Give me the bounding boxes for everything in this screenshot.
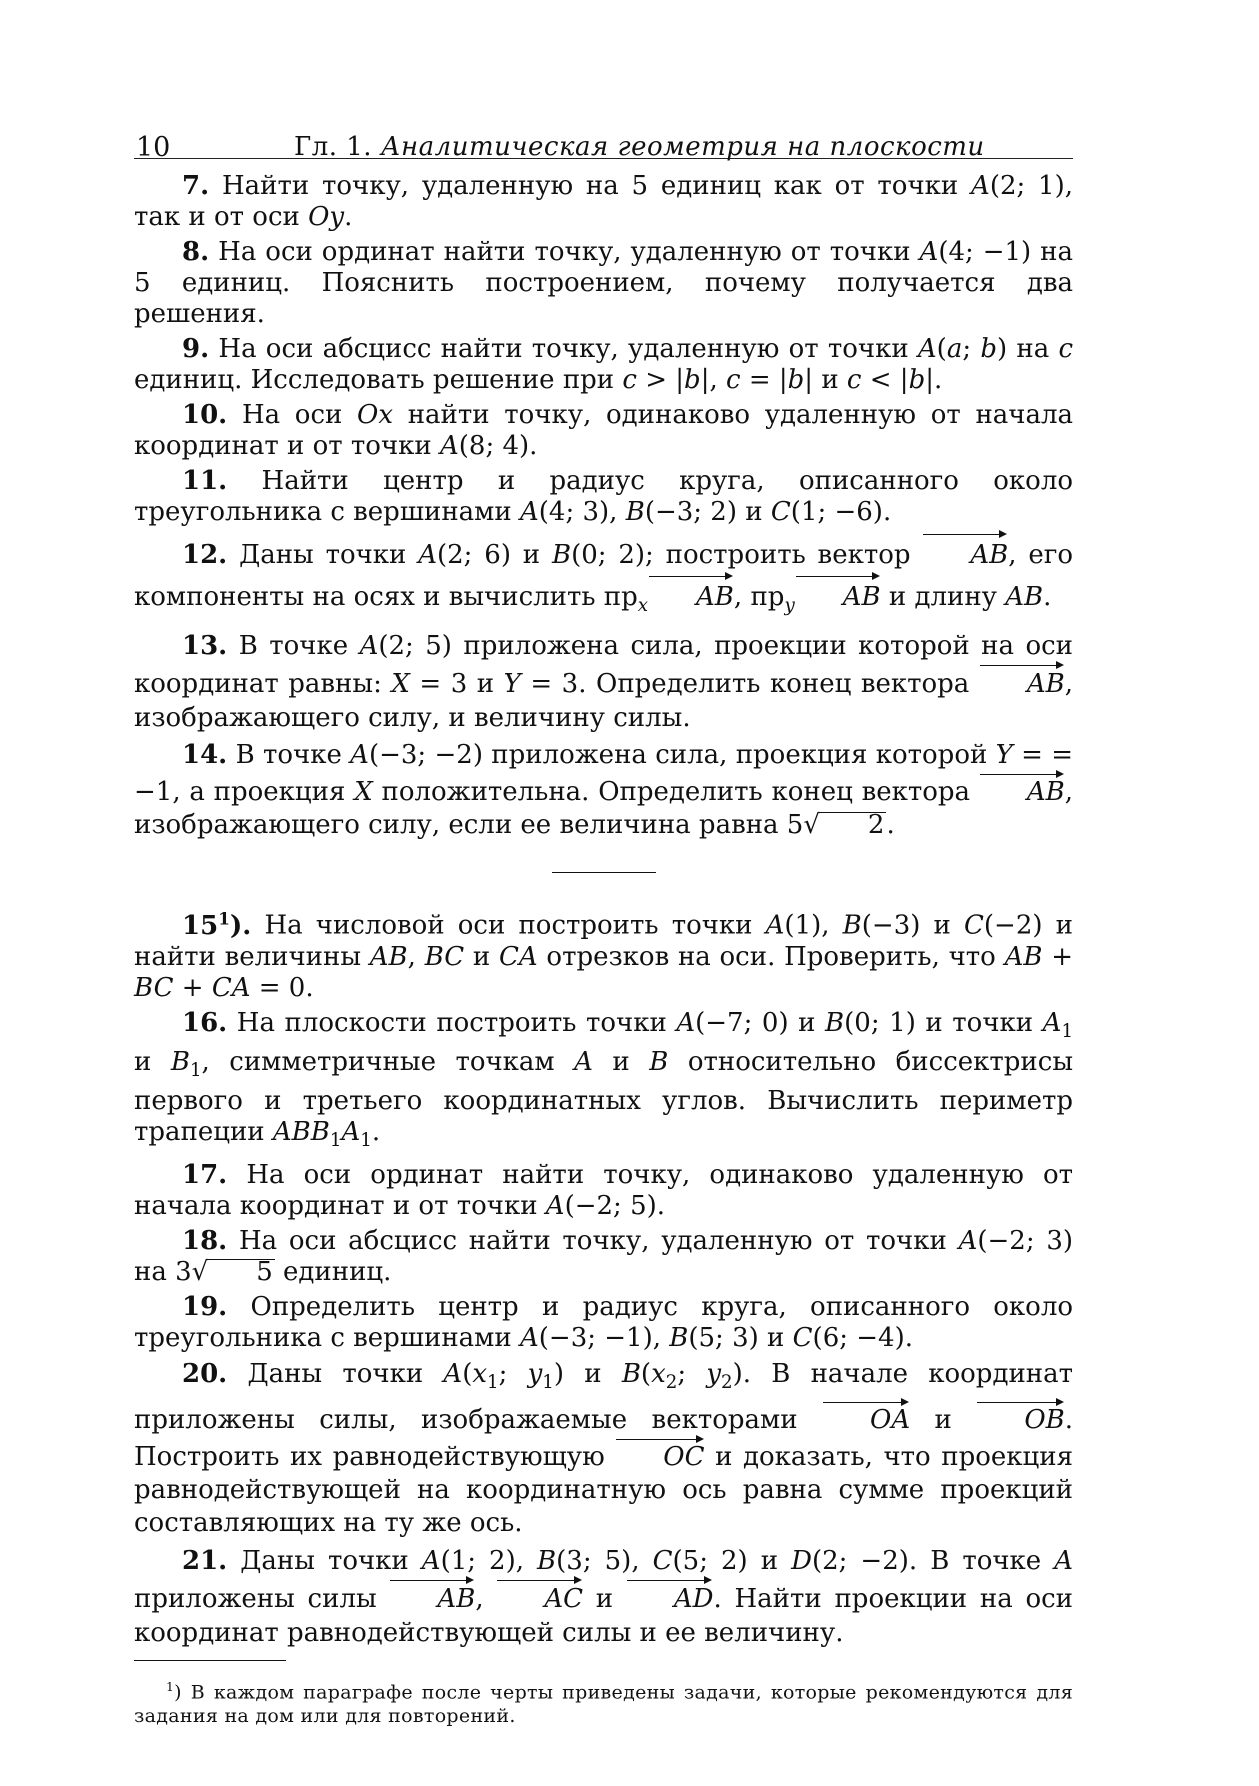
problem-number: $15^1$).: [182, 908, 252, 941]
running-title: [294, 132, 985, 162]
section-divider: [552, 872, 656, 873]
problem-text: В точке A(2; 5) приложена сила, проекции которой на оси координат равны: X = 3 и Y = 3. Определить конец вектора AB, изображающего силу, и величину силы.: [134, 631, 1073, 734]
problem-10: [134, 400, 1073, 462]
problem-text: Определить центр и радиус круга, описанного около треугольника с вершинами A(−3; −1), B(5; 3) и C(6; −4).: [134, 1292, 1073, 1354]
problem-text: Даны точки $A(x_1$; $y_1$) и $B(x_2$; $y_2$). В начале координат приложены силы, изображаемые векторами OA и OB. Построить их равнодействующую OC и доказать, что проекция равнодействующей на координатную ось равна сумме проекций составляющих на ту же ось.: [134, 1359, 1073, 1538]
problem-text: Найти центр и радиус круга, описанного около треугольника с вершинами A(4; 3), B(−3; 2) и C(1; −6).: [134, 466, 1073, 527]
problem-20: [134, 1358, 1073, 1539]
problem-12: [134, 532, 1073, 625]
problem-number: 17.: [182, 1160, 228, 1191]
problem-text: Даны точки A(1; 2), B(3; 5), C(5; 2) и D(2; −2). В точке A приложены силы AB, AC и AD. Найти проекции на оси координат равнодействующей силы и ее величину.: [134, 1545, 1074, 1648]
problem-list: [134, 171, 1073, 1650]
problem-number: 21.: [182, 1545, 228, 1576]
problem-number: 7.: [182, 171, 210, 201]
footnote-mark: 1: [166, 1679, 175, 1694]
chapter-title: Аналитическая геометрия на плоскости: [380, 132, 985, 162]
problem-text: На оси ординат найти точку, удаленную от точки A(4; −1) на 5 единиц. Пояснить построением, почему получается два решения.: [134, 237, 1073, 329]
problem-number: 14.: [182, 740, 228, 771]
problem-text: На оси абсцисс найти точку, удаленную от точки A(−2; 3) на 3√ 5 единиц.: [134, 1226, 1074, 1288]
problem-text: На оси ординат найти точку, одинаково удаленную от начала координат и от точки A(−2; 5).: [134, 1160, 1074, 1222]
problem-number: 8.: [182, 237, 210, 267]
problem-11: [134, 466, 1073, 528]
problem-text: В точке A(−3; −2) приложена сила, проекция которой Y = = −1, а проекция X положительна. Определить конец вектора AB, изображающего силу, если ее величина равна 5√ 2.: [134, 740, 1074, 841]
problem-17: [134, 1160, 1073, 1222]
problem-14: [134, 739, 1073, 842]
problem-number: 18.: [182, 1226, 228, 1257]
problem-text: На оси абсцисс найти точку, удаленную от точки A(a; b) на c единиц. Исследовать решение при c > |b|, c = |b| и c < |b|.: [134, 334, 1073, 395]
problem-number: 19.: [182, 1292, 228, 1323]
problem-number: 9.: [182, 334, 210, 364]
problem-number: 13.: [182, 631, 228, 662]
problem-13: [134, 629, 1073, 735]
problem-21: [134, 1544, 1073, 1650]
problem-number: 12.: [182, 540, 228, 570]
footnote-rule: [134, 1660, 286, 1661]
problem-text: Найти точку, удаленную на 5 единиц как от точки A(2; 1), так и от оси Oy.: [134, 171, 1074, 232]
problem-text: На плоскости построить точки A(−7; 0) и B(0; 1) и точки $A_1$ и $B_1$, симметричные точкам A и B относительно биссектрисы первого и третьего координатных углов. Вычислить периметр трапеции $ABB_1A_1$.: [134, 1007, 1074, 1152]
problem-text: На оси Ox найти точку, одинаково удаленную от начала координат и от точки A(8; 4).: [134, 400, 1073, 461]
problem-text: Даны точки A(2; 6) и B(0; 2); построить вектор AB, его компоненты на осях и вычислить $пр_x$ AB, $пр_y$ AB и длину AB.: [134, 540, 1073, 612]
problem-15: [134, 903, 1073, 1004]
problem-number: 11.: [182, 466, 228, 496]
problem-16: [134, 1008, 1073, 1157]
book-page: [134, 118, 1073, 1747]
problem-19: [134, 1292, 1073, 1354]
problem-7: [134, 171, 1073, 233]
problem-18: [134, 1226, 1073, 1288]
running-header: [134, 118, 1073, 163]
footnote-text: ) В каждом параграфе после черты приведены задачи, которые рекомендуются для задания на дом или для повторений.: [134, 1680, 1073, 1727]
page-number: 10: [136, 132, 171, 163]
problem-number: 16.: [182, 1007, 228, 1038]
problem-number: 20.: [182, 1359, 228, 1390]
chapter-label: Гл. 1.: [294, 132, 373, 162]
problem-9: [134, 334, 1073, 396]
problem-text: На числовой оси построить точки A(1), B(−3) и C(−2) и найти величины AB, BC и CA отрезков на оси. Проверить, что AB + BC + CA = 0.: [134, 910, 1074, 1003]
problem-number: 10.: [182, 400, 228, 430]
footnote: [134, 1675, 1073, 1728]
problem-8: [134, 237, 1073, 330]
